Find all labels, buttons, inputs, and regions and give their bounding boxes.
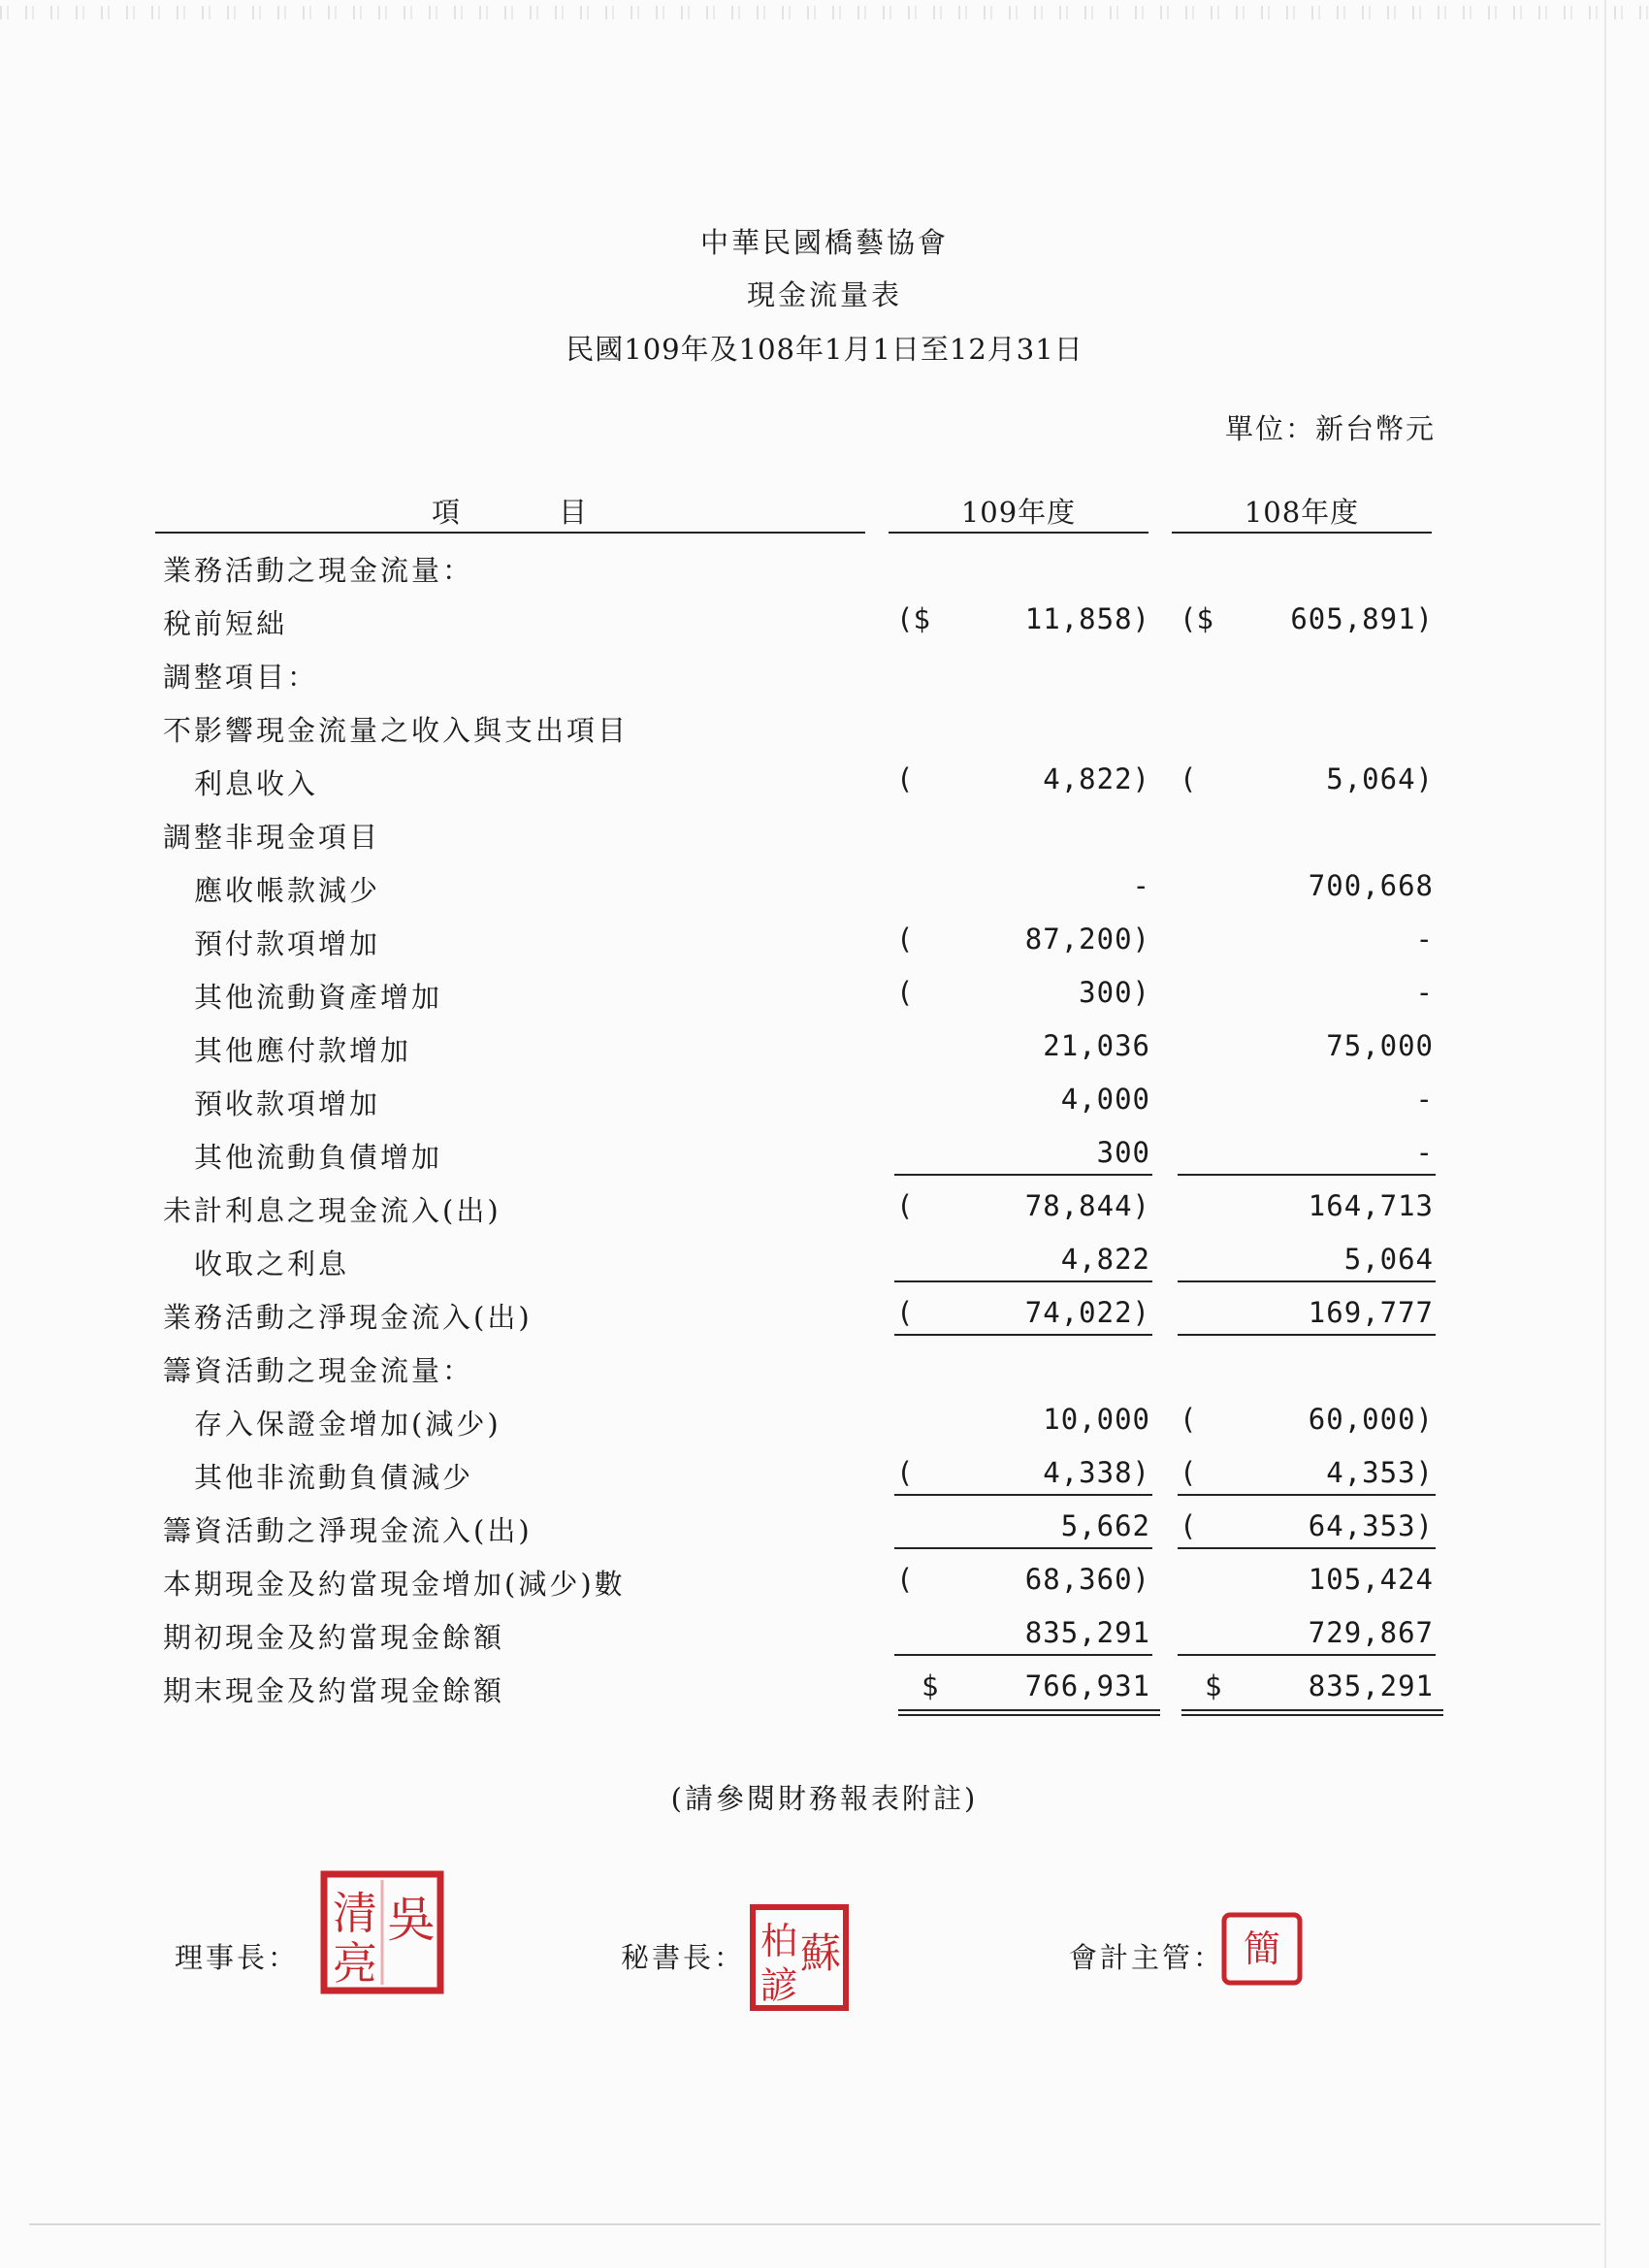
row-label: 存入保證金增加(減少): [194, 1408, 501, 1441]
row-108-value: -: [1415, 1136, 1434, 1169]
secretary-signature-label: 秘書長：: [621, 1941, 746, 1974]
row-109-value: 4,822: [1060, 1243, 1150, 1276]
row-109-value: 5,662: [1060, 1509, 1150, 1542]
table-row: [0, 1189, 1649, 1238]
row-109-value: -: [1132, 869, 1150, 902]
row-109-prefix: ($: [896, 602, 930, 635]
row-109-prefix: (: [896, 1296, 914, 1329]
table-row: [0, 709, 1649, 758]
row-108-value: -: [1415, 1083, 1434, 1116]
row-108-value: 64,353): [1308, 1509, 1434, 1542]
scan-artifact-bottom: [29, 2223, 1600, 2225]
row-109-value: 300: [1096, 1136, 1150, 1169]
row-108-value: 4,353): [1326, 1456, 1434, 1489]
row-109-value: 87,200): [1024, 923, 1150, 956]
row-108-prefix: ($: [1180, 602, 1213, 635]
table-row: [0, 1296, 1649, 1345]
row-label: 其他流動負債增加: [194, 1141, 443, 1174]
subtotal-rule-109: [894, 1494, 1152, 1496]
subtotal-rule-108: [1178, 1280, 1436, 1282]
total-double-rule-108: [1181, 1709, 1443, 1716]
svg-text:清: 清: [333, 1887, 377, 1939]
row-label: 籌資活動之現金流量：: [163, 1354, 474, 1387]
row-label: 其他流動資產增加: [194, 981, 443, 1014]
row-108-value: -: [1415, 976, 1434, 1009]
table-row: [0, 602, 1649, 651]
svg-text:亮: 亮: [333, 1937, 377, 1990]
subtotal-rule-109: [894, 1547, 1152, 1549]
row-label: 籌資活動之淨現金流入(出): [163, 1514, 533, 1547]
notes-reference: (請參閱財務報表附註): [670, 1782, 979, 1815]
row-label: 調整項目：: [163, 661, 319, 694]
subtotal-rule-109: [894, 1280, 1152, 1282]
row-108-value: 164,713: [1308, 1189, 1434, 1222]
row-108-value: -: [1415, 923, 1434, 956]
statement-title: 現金流量表: [746, 278, 902, 311]
row-109-value: 68,360): [1024, 1563, 1150, 1596]
row-109-prefix: (: [896, 762, 914, 795]
row-109-value: 4,000: [1060, 1083, 1150, 1116]
row-109-value: 11,858): [1024, 602, 1150, 635]
row-109-prefix: (: [896, 1189, 914, 1222]
row-108-value: 60,000): [1308, 1403, 1434, 1436]
row-109-value: 78,844): [1024, 1189, 1150, 1222]
table-row: [0, 816, 1649, 864]
row-109-prefix: $: [922, 1669, 939, 1702]
row-label: 預收款項增加: [194, 1087, 381, 1120]
svg-text:簡: 簡: [1243, 1928, 1281, 1970]
column-header-108: 108年度: [1244, 496, 1360, 529]
svg-text:諺: 諺: [760, 1964, 798, 2007]
secretary-seal-icon: [749, 1903, 850, 2012]
table-row: [0, 923, 1649, 971]
row-109-value: 766,931: [1024, 1669, 1150, 1702]
row-label: 稅前短絀: [163, 607, 288, 640]
table-row: [0, 656, 1649, 704]
row-109-prefix: (: [896, 1563, 914, 1596]
column-header-item-a: 項: [431, 496, 462, 529]
row-108-value: 729,867: [1308, 1616, 1434, 1649]
svg-text:柏: 柏: [760, 1920, 798, 1962]
table-row: [0, 1563, 1649, 1611]
row-109-value: 74,022): [1024, 1296, 1150, 1329]
row-109-value: 4,822): [1043, 762, 1150, 795]
subtotal-rule-108: [1178, 1334, 1436, 1336]
table-row: [0, 1616, 1649, 1665]
row-108-value: 5,064): [1326, 762, 1434, 795]
row-109-prefix: (: [896, 1456, 914, 1489]
header-underline-item: [155, 532, 865, 534]
table-row: [0, 976, 1649, 1024]
row-label: 收取之利息: [194, 1247, 350, 1280]
row-label: 未計利息之現金流入(出): [163, 1194, 501, 1227]
header-underline-109: [889, 532, 1148, 534]
subtotal-rule-109: [894, 1654, 1152, 1656]
header-underline-108: [1172, 532, 1432, 534]
row-label: 應收帳款減少: [194, 874, 381, 907]
row-label: 其他非流動負債減少: [194, 1461, 474, 1494]
row-label: 業務活動之淨現金流入(出): [163, 1301, 533, 1334]
table-row: [0, 869, 1649, 918]
column-header-item: [155, 491, 865, 531]
scan-artifact-top: [0, 6, 1649, 19]
row-109-value: 10,000: [1043, 1403, 1150, 1436]
subtotal-rule-108: [1178, 1174, 1436, 1176]
row-108-prefix: (: [1180, 762, 1197, 795]
row-109-value: 300): [1079, 976, 1150, 1009]
subtotal-rule-108: [1178, 1547, 1436, 1549]
table-row: [0, 1083, 1649, 1131]
organization-name: 中華民國橋藝協會: [699, 226, 949, 259]
row-108-value: 605,891): [1290, 602, 1434, 635]
row-label: 預付款項增加: [194, 927, 381, 960]
chairman-seal-icon: [320, 1870, 444, 1994]
row-109-value: 21,036: [1043, 1029, 1150, 1062]
row-108-value: 835,291: [1308, 1669, 1434, 1702]
subtotal-rule-108: [1178, 1494, 1436, 1496]
table-row: [0, 1136, 1649, 1184]
row-108-value: 105,424: [1308, 1563, 1434, 1596]
row-108-value: 169,777: [1308, 1296, 1434, 1329]
table-row: [0, 1243, 1649, 1291]
accountant-signature-label: 會計主管：: [1069, 1941, 1225, 1974]
statement-period: 民國109年及108年1月1日至12月31日: [566, 333, 1083, 366]
chairman-signature-label: 理事長：: [175, 1941, 300, 1974]
svg-text:蘇: 蘇: [799, 1929, 842, 1977]
row-108-prefix: $: [1205, 1669, 1222, 1702]
row-109-prefix: (: [896, 923, 914, 956]
row-108-value: 5,064: [1343, 1243, 1434, 1276]
table-row: [0, 762, 1649, 811]
total-double-rule-109: [898, 1709, 1160, 1716]
row-label: 其他應付款增加: [194, 1034, 412, 1067]
row-108-prefix: (: [1180, 1403, 1197, 1436]
row-label: 利息收入: [194, 767, 319, 800]
row-108-prefix: (: [1180, 1456, 1197, 1489]
table-row: [0, 549, 1649, 598]
row-108-value: 700,668: [1308, 869, 1434, 902]
row-109-value: 835,291: [1024, 1616, 1150, 1649]
table-row: [0, 1349, 1649, 1398]
accountant-seal-icon: [1220, 1911, 1304, 1987]
svg-text:吳: 吳: [387, 1892, 436, 1948]
row-label: 期初現金及約當現金餘額: [163, 1621, 505, 1654]
row-label: 不影響現金流量之收入與支出項目: [163, 714, 630, 747]
row-109-prefix: (: [896, 976, 914, 1009]
row-108-prefix: (: [1180, 1509, 1197, 1542]
subtotal-rule-108: [1178, 1654, 1436, 1656]
row-108-value: 75,000: [1326, 1029, 1434, 1062]
table-row: [0, 1509, 1649, 1558]
column-header-item-b: 目: [559, 496, 590, 529]
subtotal-rule-109: [894, 1334, 1152, 1336]
table-row: [0, 1456, 1649, 1505]
subtotal-rule-109: [894, 1174, 1152, 1176]
row-label: 業務活動之現金流量：: [163, 554, 474, 587]
table-row: [0, 1029, 1649, 1078]
row-109-value: 4,338): [1043, 1456, 1150, 1489]
table-row: [0, 1403, 1649, 1451]
row-label: 本期現金及約當現金增加(減少)數: [163, 1568, 626, 1601]
column-header-109: 109年度: [960, 496, 1077, 529]
row-label: 調整非現金項目: [163, 821, 381, 854]
currency-unit: 單位：新台幣元: [1224, 412, 1436, 445]
row-label: 期末現金及約當現金餘額: [163, 1674, 505, 1707]
